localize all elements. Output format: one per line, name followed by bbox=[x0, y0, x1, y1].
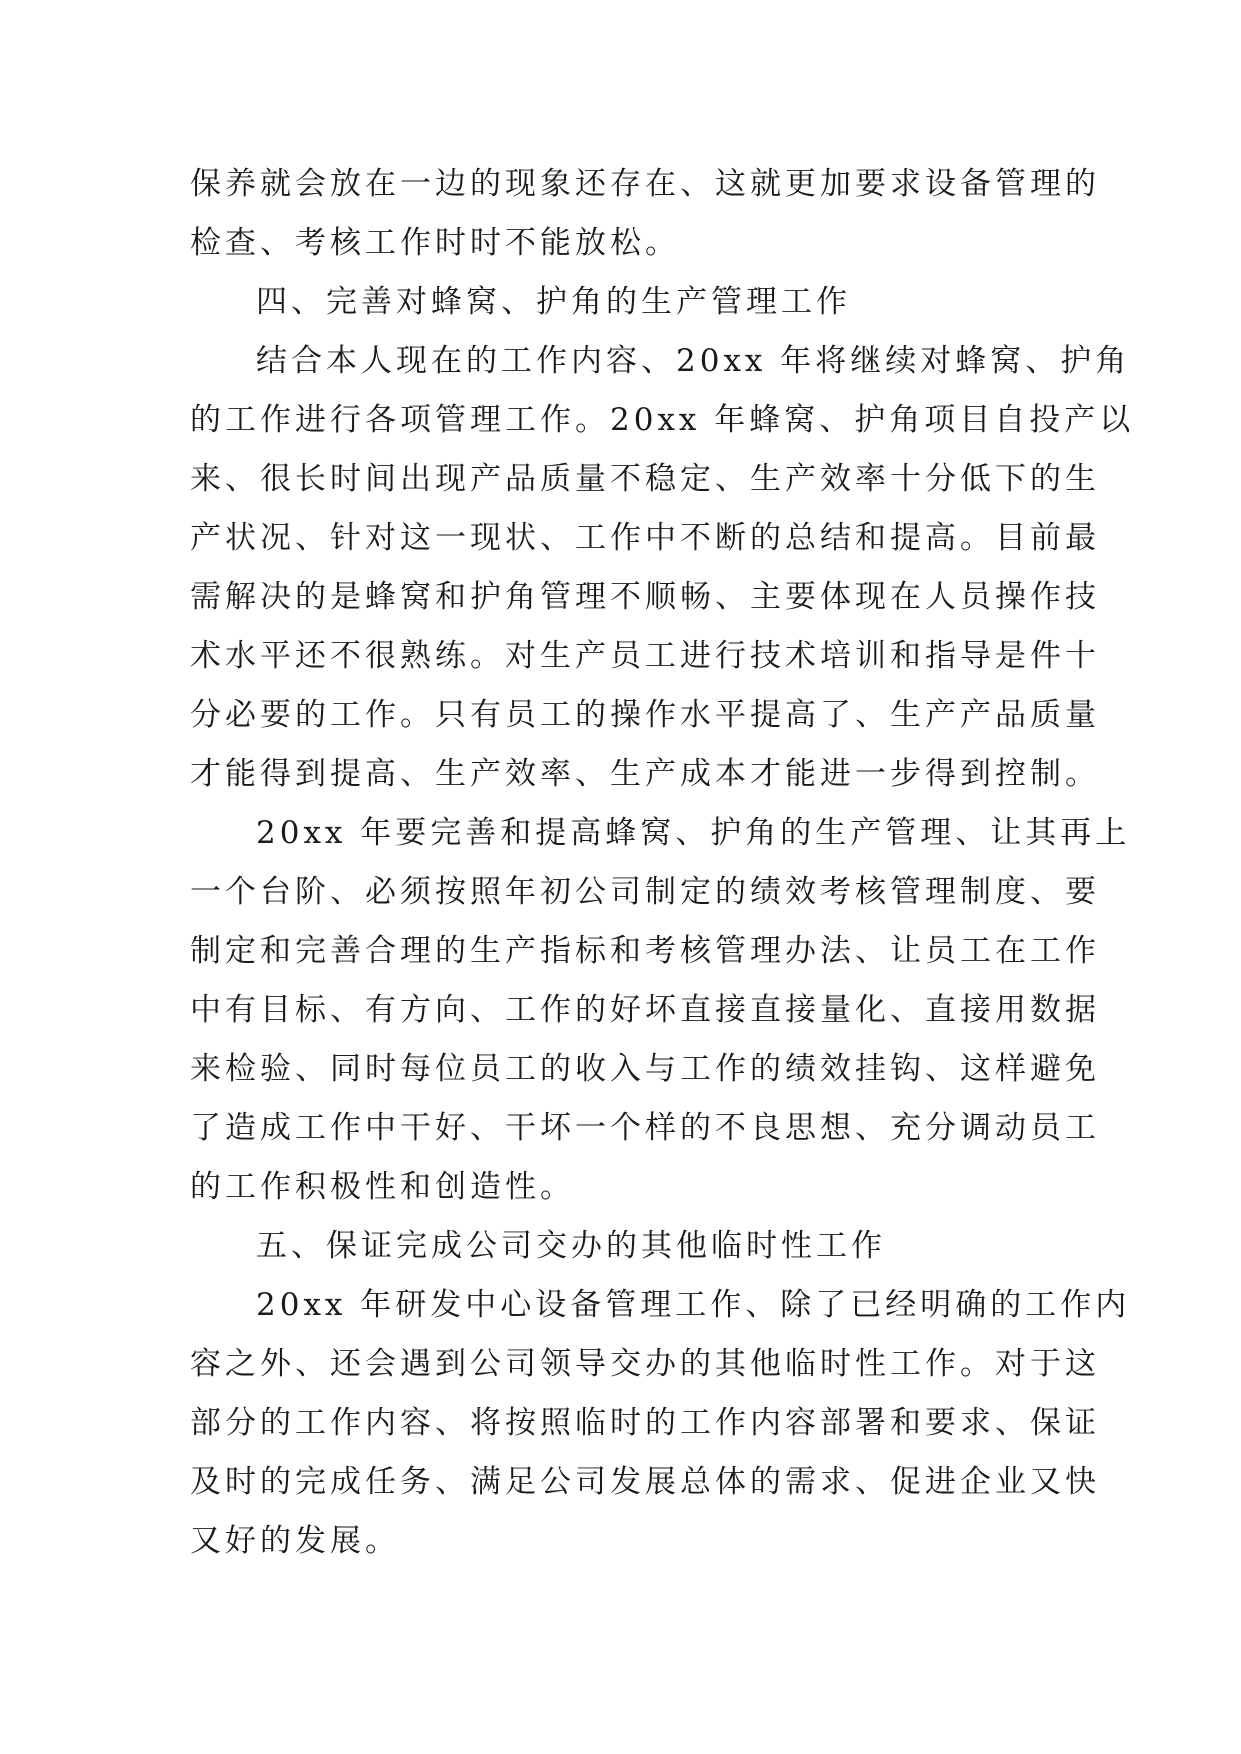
text-line: 20xx 年研发中心设备管理工作、除了已经明确的工作内 bbox=[256, 1287, 1131, 1323]
text-line: 了造成工作中干好、干坏一个样的不良思想、充分调动员工 bbox=[190, 1110, 1100, 1146]
text-line: 来、很长时间出现产品质量不稳定、生产效率十分低下的生 bbox=[190, 461, 1100, 497]
text-line: 一个台阶、必须按照年初公司制定的绩效考核管理制度、要 bbox=[190, 874, 1100, 910]
text-line: 结合本人现在的工作内容、20xx 年将继续对蜂窝、护角 bbox=[256, 343, 1131, 379]
section-heading-4: 四、完善对蜂窝、护角的生产管理工作 bbox=[256, 284, 851, 320]
text-line: 术水平还不很熟练。对生产员工进行技术培训和指导是件十 bbox=[190, 638, 1100, 674]
text-line: 容之外、还会遇到公司领导交办的其他临时性工作。对于这 bbox=[190, 1346, 1100, 1382]
document-body bbox=[190, 155, 1135, 1571]
text-line: 的工作进行各项管理工作。20xx 年蜂窝、护角项目自投产以 bbox=[190, 402, 1135, 438]
text-line: 部分的工作内容、将按照临时的工作内容部署和要求、保证 bbox=[190, 1405, 1100, 1441]
text-line: 需解决的是蜂窝和护角管理不顺畅、主要体现在人员操作技 bbox=[190, 579, 1100, 615]
text-line: 又好的发展。 bbox=[190, 1523, 400, 1559]
text-line: 的工作积极性和创造性。 bbox=[190, 1169, 575, 1205]
section-heading-5: 五、保证完成公司交办的其他临时性工作 bbox=[256, 1228, 886, 1264]
text-line: 中有目标、有方向、工作的好坏直接直接量化、直接用数据 bbox=[190, 992, 1100, 1028]
text-line: 20xx 年要完善和提高蜂窝、护角的生产管理、让其再上 bbox=[256, 815, 1131, 851]
text-line: 制定和完善合理的生产指标和考核管理办法、让员工在工作 bbox=[190, 933, 1100, 969]
text-line: 分必要的工作。只有员工的操作水平提高了、生产产品质量 bbox=[190, 697, 1100, 733]
text-line: 才能得到提高、生产效率、生产成本才能进一步得到控制。 bbox=[190, 756, 1100, 792]
text-line: 产状况、针对这一现状、工作中不断的总结和提高。目前最 bbox=[190, 520, 1100, 556]
text-line: 及时的完成任务、满足公司发展总体的需求、促进企业又快 bbox=[190, 1464, 1100, 1500]
text-line: 保养就会放在一边的现象还存在、这就更加要求设备管理的 bbox=[190, 166, 1100, 202]
text-line: 检查、考核工作时时不能放松。 bbox=[190, 225, 680, 261]
text-line: 来检验、同时每位员工的收入与工作的绩效挂钩、这样避免 bbox=[190, 1051, 1100, 1087]
